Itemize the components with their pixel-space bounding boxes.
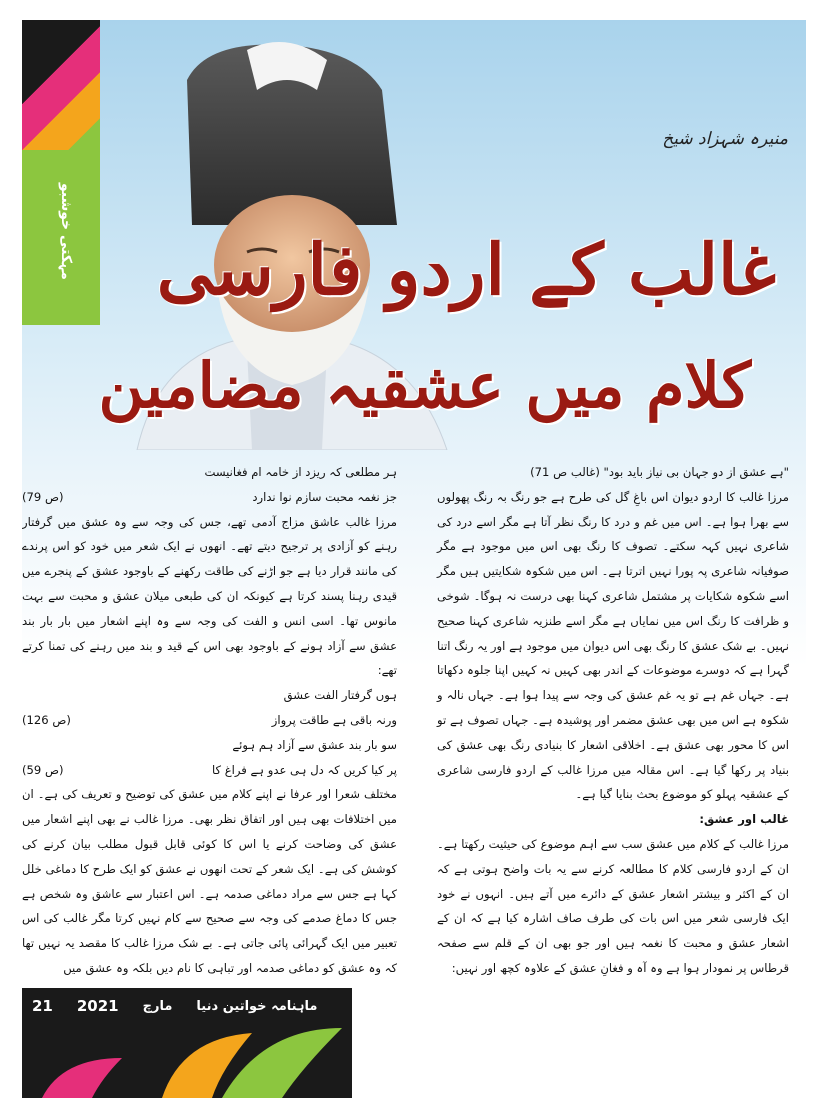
author-name: منیرہ شہزاد شیخ bbox=[662, 129, 788, 149]
magazine-page bbox=[22, 20, 806, 1098]
verse-line-with-ref bbox=[22, 758, 397, 783]
verse-text: ورنہ باقی ہے طاقت پرواز bbox=[271, 712, 397, 727]
footer-info bbox=[32, 994, 352, 1018]
verse-line-with-ref bbox=[22, 485, 397, 510]
paragraph: مرزا غالب عاشق مزاج آدمی تھے، جس کی وجہ سے وہ عشق میں گرفتار رہنے کو آزادی پر ترجیح دیتے تھے۔ انھوں نے ایک شعر میں خود کو اس پرندے کی مانند قرار دیا ہے جو اڑنے کی طاقت رکھنے کے باوجود عشق کے پنجرے میں قیدی رہنا پسند کرتا ہے کیونکہ ان کی طبعی میلان عشق و محبت سے بہت مانوس تھا۔ اسی انس و الفت کی وجہ سے وہ اپنے اشعار میں بار بار بند عشق سے آزاد ہونے کے باوجود بھی اس کے قید و بند میں رہنے کی تمنا کرتے تھے: bbox=[22, 514, 397, 678]
paragraph: مرزا غالب کا اردو دیوان اس باغِ گل کی طرح ہے جو رنگ بہ رنگ پھولوں سے بھرا ہوا ہے۔ اس میں غم و درد کا رنگ نظر آتا ہے مگر اسے درد کی شاعری نہیں کہہ سکتے۔ تصوف کا رنگ بھی اس میں موجود ہے مگر صوفیانہ شاعری پہ پورا نہیں اترتا ہے۔ اس میں شکوہ شکایتیں ہیں مگر اسے شکوہ شکایات پر مشتمل شاعری کہنا بھی درست نہ ہوگا۔ شوخی و ظرافت کا رنگ اس میں نمایاں ہے مگر اسے طنزیہ شاعری کہنا صحیح نہیں۔ بے شک عشق کا رنگ بھی اس دیوان میں موجود ہے اور یہ رنگ اتنا گہرا ہے کہ دوسرے موضوعات کے اندر بھی کہیں نہ کہیں اپنا جلوہ دکھاتا ہے۔ جہاں غم ہے تو یہ غم عشق کی وجہ سے پیدا ہوا ہے۔ جہاں نالہ و شکوہ ہے اس میں بھی عشق مضمر اور پوشیدہ ہے۔ جہاں تصوف ہے تو اس کا محور بھی عشق ہے۔ اخلاقی اشعار کا بنیادی رنگ بھی عشق کی بنیاد پر رکھا گیا ہے۔ اس مقالہ میں مرزا غالب کے اردو فارسی شاعری کے عشقیہ پہلو کو موضوع بحث بنایا گیا ہے۔ bbox=[437, 489, 789, 802]
issue-year: 2021 bbox=[76, 997, 119, 1015]
magazine-name: ماہنامہ خواتین دنیا bbox=[196, 998, 318, 1014]
page-number: 21 bbox=[32, 997, 53, 1015]
verse-line-with-ref bbox=[22, 708, 397, 733]
verse-text: جز نغمہ محبت سازم نوا ندارد bbox=[252, 489, 397, 504]
section-label: مہکتی خوشبو bbox=[58, 183, 74, 280]
article-title-line-1: غالب کے اردو فارسی bbox=[156, 228, 776, 311]
opening-verse: "ہے عشق از دو جہان بی نیاز باید بود" (غالب ص 71) bbox=[530, 465, 789, 479]
left-text-column bbox=[22, 460, 397, 981]
verse-line: سو بار بند عشق سے آزاد ہم ہوئے bbox=[232, 737, 397, 752]
paragraph: مرزا غالب کے کلام میں عشق سب سے اہم موضوع کی حیثیت رکھتا ہے۔ ان کے اردو فارسی کلام کا مطالعہ کرنے سے یہ بات واضح ہوتی ہے کہ ان کے اکثر و بیشتر اشعار عشق کے دائرے میں آتے ہیں۔ انہوں نے خود ایک فارسی شعر میں اس بات کی طرف صاف اشارہ کیا ہے کہ ان کے اشعار عشق و محبت کا نغمہ ہیں اور جو بھی ان کے قلم سے صفحہ قرطاس پر نمودار ہوا ہے وہ آہ و فغانِ عشق کے علاوہ کچھ اور نہیں: bbox=[437, 836, 789, 975]
paragraph: مختلف شعرا اور عرفا نے اپنے کلام میں عشق کی توضیح و تعریف کی ہے۔ ان میں اختلافات بھی ہیں اور اتفاق نظر بھی۔ مرزا غالب نے بھی اپنے اشعار میں عشق کی وضاحت کرنے یا اس کا کوئی قابل قبول مطلب بیان کرنے کی کوشش کی ہے۔ ایک شعر کے تحت انھوں نے عشق کو ایک طرح کا دماغی خلل کہا ہے جس سے مراد دماغی صدمہ ہے۔ اس اعتبار سے عاشق وہ شخص ہے جس کا دماغ صدمے کی وجہ سے صحیح سے کام نہیں کرتا مگر غالب کی اس تعبیر میں ایک گہرائی پائی جاتی ہے۔ بے شک مرزا غالب کا مقصد یہ نہیں تھا کہ وہ عشق کو دماغی صدمہ اور تباہی کا نام دیں بلکہ وہ عشق میں bbox=[22, 787, 397, 975]
page-reference: (ص 79) bbox=[22, 489, 64, 504]
page-reference: (ص 126) bbox=[22, 712, 71, 727]
issue-month: مارچ bbox=[142, 998, 173, 1014]
section-heading: غالب اور عشق: bbox=[699, 812, 789, 827]
article-title-line-2: کلام میں عشقیہ مضامین bbox=[98, 349, 751, 422]
right-text-column bbox=[437, 460, 789, 981]
verse-text: پر کیا کریں کہ دل ہی عدو ہے فراغ کا bbox=[212, 762, 397, 777]
verse-line: ہر مطلعی کہ ریزد از خامہ ام فغانیست bbox=[204, 465, 397, 479]
page-reference: (ص 59) bbox=[22, 762, 64, 777]
verse-line: ہوں گرفتار الفت عشق bbox=[283, 688, 397, 703]
